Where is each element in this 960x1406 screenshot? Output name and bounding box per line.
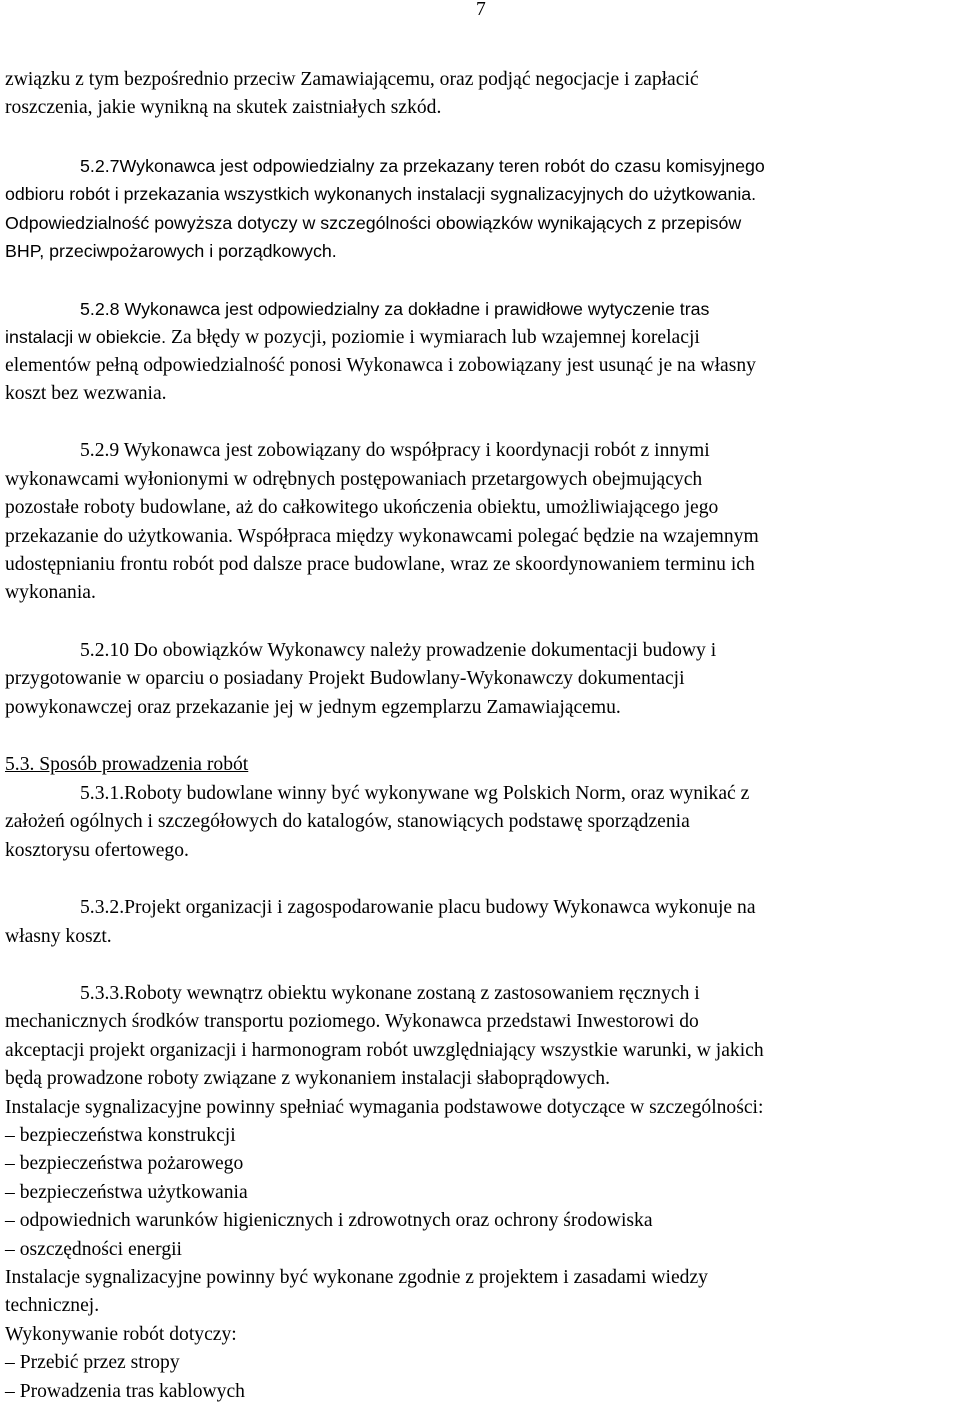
text-line: założeń ogólnych i szczegółowych do katalogów, stanowiących podstawę sporządzenia [5, 811, 690, 833]
list-item: – bezpieczeństwa użytkowania [5, 1181, 248, 1203]
text-line: technicznej. [5, 1295, 100, 1317]
text-line: 5.2.8 Wykonawca jest odpowiedzialny za dokładne i prawidłowe wytyczenie tras [80, 298, 710, 319]
paragraph-5-2-7 [5, 152, 955, 266]
text-line: przygotowanie w oparciu o posiadany Projekt Budowlany-Wykonawczy dokumentacji [5, 668, 685, 690]
text-line: wykonawcami wyłonionymi w odrębnych postępowaniach przetargowych obejmujących [5, 468, 703, 490]
text-line: Instalacje sygnalizacyjne powinny być wykonane zgodnie z projektem i zasadami wiedzy [5, 1266, 708, 1288]
text-line: 5.2.9 Wykonawca jest zobowiązany do współpracy i koordynacji robót z innymi [80, 440, 710, 462]
text-line: 5.2.7Wykonawca jest odpowiedzialny za przekazany teren robót do czasu komisyjnego [80, 155, 765, 176]
paragraph-5-2-10 [5, 637, 955, 722]
text-line: przekazanie do użytkowania. Współpraca między wykonawcami polegać będzie na wzajemnym [5, 525, 759, 547]
text-span: instalacji w obiekcie. [5, 327, 167, 348]
list-item: – bezpieczeństwa konstrukcji [5, 1125, 236, 1147]
requirements-list [5, 1122, 955, 1264]
text-line: roszczenia, jakie wynikną na skutek zaistniałych szkód. [5, 97, 442, 119]
list-item: – bezpieczeństwa pożarowego [5, 1153, 244, 1175]
requirements-intro: Instalacje sygnalizacyjne powinny spełniać wymagania podstawowe dotyczące w szczególności: [5, 1096, 764, 1118]
text-line: będą prowadzone roboty związane z wykonaniem instalacji słaboprądowych. [5, 1068, 611, 1090]
page-number: 7 [476, 0, 486, 20]
text-line: mechanicznych środków transportu poziomego. Wykonawca przedstawi Inwestorowi do [5, 1011, 699, 1033]
text-span: Za błędy w pozycji, poziomie i wymiarach lub wzajemnej korelacji [166, 327, 700, 349]
text-line: elementów pełną odpowiedzialność ponosi Wykonawca i zobowiązany jest usunąć je na własny [5, 354, 756, 376]
text-line: 5.3.3.Roboty wewnątrz obiektu wykonane zostaną z zastosowaniem ręcznych i [80, 983, 700, 1005]
text-line: kosztorysu ofertowego. [5, 839, 189, 861]
list-item: – Przebić przez stropy [5, 1352, 180, 1374]
list-item: – odpowiednich warunków higienicznych i zdrowotnych oraz ochrony środowiska [5, 1210, 653, 1232]
text-line: 5.2.10 Do obowiązków Wykonawcy należy prowadzenie dokumentacji budowy i [80, 640, 717, 661]
text-line: Odpowiedzialność powyższa dotyczy w szczególności obowiązków wynikających z przepisów [5, 212, 742, 233]
works-intro: Wykonywanie robót dotyczy: [5, 1323, 237, 1345]
paragraph-intro [5, 66, 955, 123]
works-list [5, 1349, 955, 1406]
document-body [5, 66, 955, 1406]
text-line: koszt bez wezwania. [5, 382, 167, 404]
text-line: akceptacji projekt organizacji i harmonogram robót uwzględniający wszystkie warunki, w jakich [5, 1039, 764, 1061]
text-line: powykonawczej oraz przekazanie jej w jednym egzemplarzu Zamawiającemu. [5, 696, 621, 718]
text-line: udostępnianiu frontu robót pod dalsze prace budowlane, wraz ze skoordynowaniem terminu ich [5, 554, 755, 576]
paragraph-5-2-9 [5, 437, 955, 607]
paragraph-5-3-2 [5, 894, 955, 951]
text-line: wykonania. [5, 582, 96, 604]
list-item: – Prowadzenia tras kablowych [5, 1380, 245, 1402]
text-line: BHP, przeciwpożarowych i porządkowych. [5, 241, 337, 262]
text-line: odbioru robót i przekazania wszystkich wykonanych instalacji sygnalizacyjnych do użytkowania. [5, 184, 757, 205]
text-line: związku z tym bezpośrednio przeciw Zamawiającemu, oraz podjąć negocjacje i zapłacić [5, 69, 699, 90]
paragraph-5-3-3 [5, 980, 955, 1094]
paragraph-5-2-8 [5, 295, 955, 409]
section-heading: 5.3. Sposób prowadzenia robót [5, 754, 249, 776]
text-line: pozostałe roboty budowlane, aż do całkowitego ukończenia obiektu, umożliwiającego jego [5, 497, 719, 519]
text-line: własny koszt. [5, 925, 112, 947]
text-line: 5.3.2.Projekt organizacji i zagospodarowanie placu budowy Wykonawca wykonuje na [80, 897, 756, 919]
text-line: 5.3.1.Roboty budowlane winny być wykonywane wg Polskich Norm, oraz wynikać z [80, 782, 750, 804]
paragraph-5-3-1 [5, 780, 955, 865]
list-item: – oszczędności energii [5, 1238, 183, 1260]
